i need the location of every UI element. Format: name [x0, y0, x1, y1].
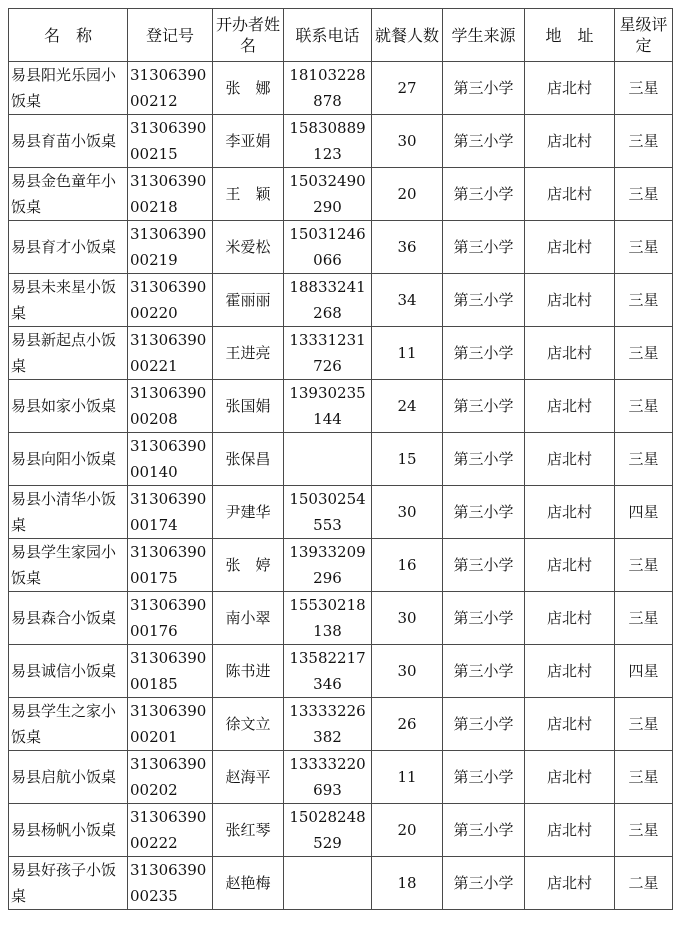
cell-name: 易县学生之家小饭桌: [9, 698, 128, 751]
cell-operator: 徐文立: [213, 698, 284, 751]
cell-operator: 李亚娟: [213, 115, 284, 168]
cell-diner-count: 30: [372, 592, 443, 645]
cell-student-source: 第三小学: [443, 698, 525, 751]
cell-student-source: 第三小学: [443, 804, 525, 857]
cell-star-rating: 三星: [615, 115, 673, 168]
cell-phone: 18103228878: [284, 62, 372, 115]
table-row: [9, 539, 673, 592]
header-source: 学生来源: [443, 9, 525, 62]
cell-diner-count: 30: [372, 115, 443, 168]
cell-address: 店北村: [525, 274, 615, 327]
meal-table: [8, 8, 673, 910]
cell-diner-count: 24: [372, 380, 443, 433]
cell-name: 易县学生家园小饭桌: [9, 539, 128, 592]
cell-address: 店北村: [525, 539, 615, 592]
table-row: [9, 433, 673, 486]
cell-diner-count: 11: [372, 327, 443, 380]
cell-name: 易县如家小饭桌: [9, 380, 128, 433]
cell-diner-count: 34: [372, 274, 443, 327]
table-row: [9, 804, 673, 857]
table-row: [9, 698, 673, 751]
table-row: [9, 380, 673, 433]
cell-phone: [284, 433, 372, 486]
cell-star-rating: 三星: [615, 698, 673, 751]
cell-phone: 13930235144: [284, 380, 372, 433]
cell-operator: 霍丽丽: [213, 274, 284, 327]
cell-name: 易县向阳小饭桌: [9, 433, 128, 486]
cell-address: 店北村: [525, 751, 615, 804]
cell-operator: 张 娜: [213, 62, 284, 115]
cell-address: 店北村: [525, 592, 615, 645]
cell-student-source: 第三小学: [443, 168, 525, 221]
table-row: [9, 486, 673, 539]
cell-address: 店北村: [525, 168, 615, 221]
cell-student-source: 第三小学: [443, 592, 525, 645]
table-row: [9, 62, 673, 115]
cell-phone: 15032490290: [284, 168, 372, 221]
cell-operator: 张红琴: [213, 804, 284, 857]
cell-name: 易县未来星小饭桌: [9, 274, 128, 327]
cell-name: 易县杨帆小饭桌: [9, 804, 128, 857]
cell-star-rating: 三星: [615, 380, 673, 433]
cell-student-source: 第三小学: [443, 857, 525, 910]
cell-phone: 18833241268: [284, 274, 372, 327]
cell-phone: 15028248529: [284, 804, 372, 857]
header-count: 就餐人数: [372, 9, 443, 62]
cell-student-source: 第三小学: [443, 62, 525, 115]
cell-diner-count: 20: [372, 804, 443, 857]
cell-reg-number: 3130639000140: [128, 433, 213, 486]
cell-student-source: 第三小学: [443, 380, 525, 433]
cell-student-source: 第三小学: [443, 274, 525, 327]
cell-diner-count: 30: [372, 486, 443, 539]
cell-address: 店北村: [525, 327, 615, 380]
cell-phone: 15030254553: [284, 486, 372, 539]
cell-star-rating: 三星: [615, 804, 673, 857]
cell-reg-number: 3130639000185: [128, 645, 213, 698]
cell-reg-number: 3130639000221: [128, 327, 213, 380]
cell-reg-number: 3130639000175: [128, 539, 213, 592]
cell-address: 店北村: [525, 857, 615, 910]
cell-phone: 15031246066: [284, 221, 372, 274]
cell-star-rating: 二星: [615, 857, 673, 910]
cell-name: 易县育苗小饭桌: [9, 115, 128, 168]
cell-phone: 13331231726: [284, 327, 372, 380]
cell-student-source: 第三小学: [443, 221, 525, 274]
table-row: [9, 327, 673, 380]
cell-address: 店北村: [525, 380, 615, 433]
cell-phone: [284, 857, 372, 910]
cell-star-rating: 四星: [615, 645, 673, 698]
cell-student-source: 第三小学: [443, 327, 525, 380]
header-star: 星级评定: [615, 9, 673, 62]
cell-reg-number: 3130639000219: [128, 221, 213, 274]
header-phone: 联系电话: [284, 9, 372, 62]
table-row: [9, 168, 673, 221]
cell-address: 店北村: [525, 698, 615, 751]
cell-reg-number: 3130639000208: [128, 380, 213, 433]
cell-reg-number: 3130639000202: [128, 751, 213, 804]
cell-diner-count: 20: [372, 168, 443, 221]
cell-student-source: 第三小学: [443, 115, 525, 168]
cell-reg-number: 3130639000176: [128, 592, 213, 645]
cell-student-source: 第三小学: [443, 433, 525, 486]
cell-operator: 赵海平: [213, 751, 284, 804]
cell-operator: 张国娟: [213, 380, 284, 433]
cell-star-rating: 三星: [615, 274, 673, 327]
table-row: [9, 115, 673, 168]
cell-star-rating: 三星: [615, 592, 673, 645]
cell-star-rating: 三星: [615, 327, 673, 380]
cell-phone: 13933209296: [284, 539, 372, 592]
cell-phone: 15830889123: [284, 115, 372, 168]
table-row: [9, 221, 673, 274]
cell-student-source: 第三小学: [443, 539, 525, 592]
cell-star-rating: 三星: [615, 62, 673, 115]
cell-reg-number: 3130639000222: [128, 804, 213, 857]
cell-address: 店北村: [525, 804, 615, 857]
cell-operator: 张 婷: [213, 539, 284, 592]
cell-phone: 13582217346: [284, 645, 372, 698]
cell-address: 店北村: [525, 115, 615, 168]
cell-phone: 15530218138: [284, 592, 372, 645]
cell-reg-number: 3130639000220: [128, 274, 213, 327]
cell-operator: 王进亮: [213, 327, 284, 380]
cell-name: 易县森合小饭桌: [9, 592, 128, 645]
cell-name: 易县阳光乐园小饭桌: [9, 62, 128, 115]
cell-diner-count: 27: [372, 62, 443, 115]
header-name: 名 称: [9, 9, 128, 62]
cell-star-rating: 三星: [615, 168, 673, 221]
cell-diner-count: 16: [372, 539, 443, 592]
cell-name: 易县育才小饭桌: [9, 221, 128, 274]
cell-address: 店北村: [525, 433, 615, 486]
cell-name: 易县启航小饭桌: [9, 751, 128, 804]
cell-star-rating: 三星: [615, 751, 673, 804]
table-row: [9, 592, 673, 645]
table-row: [9, 274, 673, 327]
cell-operator: 米爱松: [213, 221, 284, 274]
header-row: [9, 9, 673, 62]
cell-name: 易县金色童年小饭桌: [9, 168, 128, 221]
cell-student-source: 第三小学: [443, 645, 525, 698]
cell-reg-number: 3130639000212: [128, 62, 213, 115]
cell-star-rating: 三星: [615, 221, 673, 274]
cell-name: 易县诚信小饭桌: [9, 645, 128, 698]
cell-diner-count: 36: [372, 221, 443, 274]
header-reg: 登记号: [128, 9, 213, 62]
header-address: 地 址: [525, 9, 615, 62]
cell-address: 店北村: [525, 62, 615, 115]
cell-name: 易县好孩子小饭桌: [9, 857, 128, 910]
cell-reg-number: 3130639000235: [128, 857, 213, 910]
cell-diner-count: 30: [372, 645, 443, 698]
cell-address: 店北村: [525, 645, 615, 698]
header-operator: 开办者姓名: [213, 9, 284, 62]
cell-reg-number: 3130639000218: [128, 168, 213, 221]
cell-phone: 13333226382: [284, 698, 372, 751]
cell-operator: 尹建华: [213, 486, 284, 539]
cell-diner-count: 26: [372, 698, 443, 751]
cell-operator: 张保昌: [213, 433, 284, 486]
table-body: [9, 62, 673, 910]
cell-name: 易县新起点小饭桌: [9, 327, 128, 380]
cell-star-rating: 四星: [615, 486, 673, 539]
cell-operator: 赵艳梅: [213, 857, 284, 910]
cell-reg-number: 3130639000215: [128, 115, 213, 168]
cell-address: 店北村: [525, 486, 615, 539]
table-row: [9, 751, 673, 804]
cell-reg-number: 3130639000201: [128, 698, 213, 751]
cell-student-source: 第三小学: [443, 486, 525, 539]
cell-student-source: 第三小学: [443, 751, 525, 804]
cell-star-rating: 三星: [615, 539, 673, 592]
cell-star-rating: 三星: [615, 433, 673, 486]
cell-diner-count: 18: [372, 857, 443, 910]
cell-diner-count: 11: [372, 751, 443, 804]
cell-operator: 王 颖: [213, 168, 284, 221]
table-row: [9, 645, 673, 698]
cell-operator: 南小翠: [213, 592, 284, 645]
cell-name: 易县小清华小饭桌: [9, 486, 128, 539]
cell-diner-count: 15: [372, 433, 443, 486]
cell-operator: 陈书进: [213, 645, 284, 698]
cell-reg-number: 3130639000174: [128, 486, 213, 539]
cell-phone: 13333220693: [284, 751, 372, 804]
table-row: [9, 857, 673, 910]
cell-address: 店北村: [525, 221, 615, 274]
